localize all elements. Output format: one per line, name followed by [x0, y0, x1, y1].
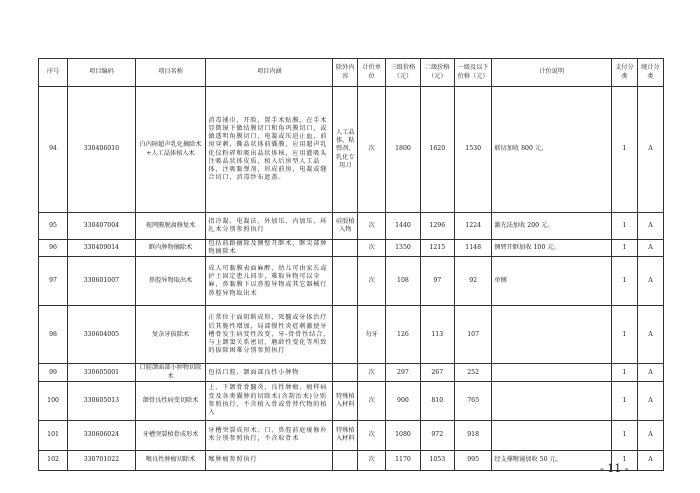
cell-excluded: [333, 306, 358, 364]
cell-unit: 次: [358, 381, 386, 420]
cell-name: 视网膜脱离修复术: [135, 213, 206, 240]
cell-name: 颌骨良性病变切除术: [135, 381, 206, 420]
cell-pay: 1: [611, 450, 637, 470]
cell-stat: A: [637, 257, 663, 306]
cell-excluded: [333, 257, 358, 306]
cell-no: 102: [39, 450, 68, 470]
cell-code: 330406010: [68, 87, 136, 213]
cell-pay: 1: [611, 306, 637, 364]
table-body: [39, 87, 664, 471]
cell-price1: 252: [454, 364, 491, 381]
cell-price3: 1170: [386, 450, 420, 470]
header-price2: 二级价格（元）: [420, 59, 454, 87]
cell-price1: 918: [454, 420, 491, 450]
cell-note: [492, 420, 612, 450]
cell-code: 330604005: [68, 306, 136, 364]
cell-note: [492, 381, 612, 420]
cell-unit: 次: [358, 420, 386, 450]
cell-stat: A: [637, 450, 663, 470]
header-price1: 一级及以下价格（元）: [454, 59, 491, 87]
cell-stat: A: [637, 364, 663, 381]
cell-unit: 次: [358, 87, 386, 213]
table-row: [39, 420, 664, 450]
cell-name: 鼻腔异物取出术: [135, 257, 206, 306]
table-row: [39, 213, 664, 240]
cell-content: 包括口腔、颌面部良性小肿物: [206, 364, 333, 381]
cell-stat: A: [637, 381, 663, 420]
header-name: 项目名称: [135, 59, 206, 87]
cell-unit: 次: [358, 450, 386, 470]
header-price3: 三级价格（元）: [386, 59, 420, 87]
cell-code: 330407004: [68, 213, 136, 240]
table-header: [39, 59, 664, 87]
table-row: [39, 87, 664, 213]
cell-price1: 1224: [454, 213, 491, 240]
cell-code: 330701022: [68, 450, 136, 470]
cell-content: 正常位于面阻断成形，死髓或牙体治疗后其脆性增加，局部慢性炎症刺激使牙槽骨发生病变性改变，牙-骨骨性结合，与上颌窦关系密切，磨龄性变化等所致的拔除困难分别参照执行: [206, 306, 333, 364]
table-row: [39, 240, 664, 257]
cell-excluded: 特殊植入材料: [333, 381, 358, 420]
cell-no: 97: [39, 257, 68, 306]
cell-no: 95: [39, 213, 68, 240]
cell-pay: 1: [611, 420, 637, 450]
cell-excluded: 人工晶体、粘弹剂、乳化专用刀: [333, 87, 358, 213]
cell-stat: A: [637, 420, 663, 450]
cell-stat: A: [637, 87, 663, 213]
cell-no: 99: [39, 364, 68, 381]
fee-table: [38, 58, 664, 471]
cell-excluded: [333, 450, 358, 470]
cell-pay: 1: [611, 240, 637, 257]
cell-stat: A: [637, 240, 663, 257]
cell-content: 上、下颌骨骨髓炎、良性肿瘤、瘤样病变及各类囊肿的切除术(含刮治术)分别参照执行，不含植入骨或骨替代物的植入: [206, 381, 333, 420]
cell-name: 喉良性肿瘤切除术: [135, 450, 206, 470]
cell-note: 激光法加收 200 元。: [492, 213, 612, 240]
cell-price1: 1148: [454, 240, 491, 257]
cell-price2: 1620: [420, 87, 454, 213]
cell-price1: 1530: [454, 87, 491, 213]
cell-price2: 1296: [420, 213, 454, 240]
table-row: [39, 306, 664, 364]
header-content: 项目内涵: [206, 59, 333, 87]
cell-pay: 1: [611, 364, 637, 381]
cell-pay: 1: [611, 381, 637, 420]
cell-price2: 267: [420, 364, 454, 381]
cell-price2: 810: [420, 381, 454, 420]
cell-unit: 次: [358, 213, 386, 240]
cell-name: 眶内肿物摘除术: [135, 240, 206, 257]
cell-note: [492, 364, 612, 381]
cell-note: 侧臂开眶加收 100 元。: [492, 240, 612, 257]
cell-unit: 次: [358, 240, 386, 257]
cell-price3: 1440: [386, 213, 420, 240]
cell-pay: 1: [611, 257, 637, 306]
table-row: [39, 450, 664, 470]
cell-code: 330409014: [68, 240, 136, 257]
header-unit: 计价单位: [358, 59, 386, 87]
cell-price1: 107: [454, 306, 491, 364]
cell-price1: 92: [454, 257, 491, 306]
cell-excluded: [333, 364, 358, 381]
cell-price1: 765: [454, 381, 491, 420]
cell-no: 100: [39, 381, 68, 420]
cell-name: 口腔颌面部小肿物切除术: [135, 364, 206, 381]
cell-note: 联切加收 800 元。: [492, 87, 612, 213]
cell-price3: 900: [386, 381, 420, 420]
cell-no: 94: [39, 87, 68, 213]
cell-no: 98: [39, 306, 68, 364]
cell-stat: A: [637, 306, 663, 364]
page-number: - 11 -: [600, 462, 629, 475]
cell-content: 喉肿瘤参照执行: [206, 450, 333, 470]
cell-content: 消毒铺巾，开睑，置手术贴膜，在手术显微镜下做结膜切口和角巩膜切口，或做透明角膜切口，电凝或压迫止血，前房穿刺，撕晶状体前囊膜，应用超声乳化仪粉碎和吸出晶状体核，应用灌吸头注吸晶状体皮质，植入后房型人工晶体，注吸黏弹剂，形成前房，电凝或缝合切口，消毒纱布遮盖。: [206, 87, 333, 213]
cell-content: 指冷凝、电凝法、外加压、内加压、环扎术分别参照执行: [206, 213, 333, 240]
cell-code: 330601007: [68, 257, 136, 306]
cell-code: 330605001: [68, 364, 136, 381]
cell-price2: 97: [420, 257, 454, 306]
cell-unit: 次: [358, 257, 386, 306]
cell-excluded: 硅胶植入物: [333, 213, 358, 240]
cell-price2: 113: [420, 306, 454, 364]
table-row: [39, 364, 664, 381]
cell-no: 96: [39, 240, 68, 257]
table-row: [39, 257, 664, 306]
cell-pay: 1: [611, 213, 637, 240]
cell-content: 包括前路摘除及侧壁开眶术，眶尖部肿物摘除术: [206, 240, 333, 257]
cell-name: 复杂牙拔除术: [135, 306, 206, 364]
cell-no: 101: [39, 420, 68, 450]
cell-name: 白内障超声乳化摘除术+人工晶体植入术: [135, 87, 206, 213]
cell-name: 牙槽突裂植骨成形术: [135, 420, 206, 450]
cell-code: 330606024: [68, 420, 136, 450]
header-stat: 统计分类: [637, 59, 663, 87]
header-pay: 支付分类: [611, 59, 637, 87]
cell-price3: 297: [386, 364, 420, 381]
cell-price2: 1215: [420, 240, 454, 257]
cell-note: [492, 306, 612, 364]
cell-price3: 1080: [386, 420, 420, 450]
table-row: [39, 381, 664, 420]
cell-unit: 每牙: [358, 306, 386, 364]
cell-price2: 972: [420, 420, 454, 450]
cell-unit: 次: [358, 364, 386, 381]
cell-stat: A: [637, 213, 663, 240]
cell-note: 单侧: [492, 257, 612, 306]
cell-price3: 1800: [386, 87, 420, 213]
cell-price3: 1350: [386, 240, 420, 257]
cell-content: 牙槽突裂成形术、口、鼻腔前庭瘘修补术分别参照执行，不含取骨术: [206, 420, 333, 450]
cell-pay: 1: [611, 87, 637, 213]
cell-price1: 995: [454, 450, 491, 470]
cell-price3: 126: [386, 306, 420, 364]
cell-content: 成人可黏膜表面麻醉，幼儿可由家长或护士固定患儿同步，难取异物可以全麻，鼻黏膜下以鼻腔异物或其它器械行鼻腔异物取出术: [206, 257, 333, 306]
header-excluded: 除外内容: [333, 59, 358, 87]
cell-excluded: 特殊植入材料: [333, 420, 358, 450]
cell-price2: 1053: [420, 450, 454, 470]
header-code: 项目编码: [68, 59, 136, 87]
header-note: 计价说明: [492, 59, 612, 87]
header-no: 序号: [39, 59, 68, 87]
header-row: [39, 59, 664, 87]
cell-note: 经支撑喉镜加收 50 元。: [492, 450, 612, 470]
cell-code: 330605013: [68, 381, 136, 420]
cell-price3: 108: [386, 257, 420, 306]
cell-excluded: [333, 240, 358, 257]
